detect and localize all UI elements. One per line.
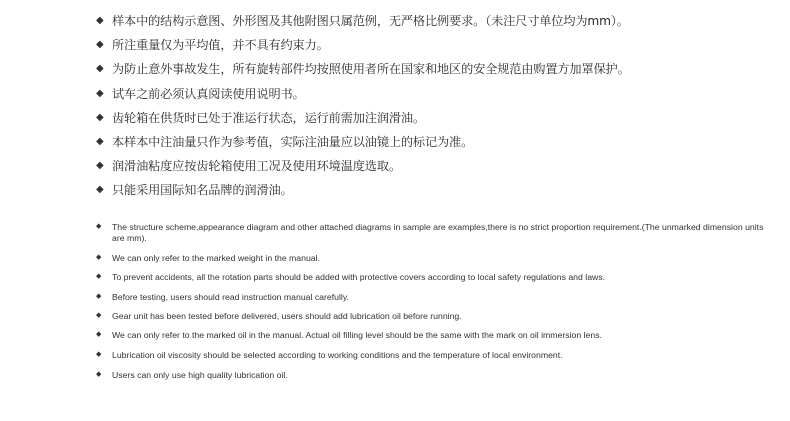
chinese-note-text: 所注重量仅为平均值，并不具有约束力。	[112, 38, 329, 53]
diamond-bullet-icon: ◆	[96, 111, 104, 123]
chinese-note-item	[96, 33, 776, 57]
chinese-note-item	[96, 57, 776, 81]
chinese-note-text: 为防止意外事故发生，所有旋转部件均按照使用者所在国家和地区的安全规范由购置方加罩保护。	[112, 62, 630, 77]
english-note-text: Gear unit has been tested before delivered, users should add lubrication oil before running.	[112, 311, 462, 322]
english-note-item	[96, 222, 776, 243]
diamond-bullet-icon: ◆	[96, 253, 102, 261]
diamond-bullet-icon: ◆	[96, 331, 102, 339]
chinese-note-item	[96, 130, 776, 154]
diamond-bullet-icon: ◆	[96, 351, 102, 359]
english-note-item	[96, 311, 776, 322]
diamond-bullet-icon: ◆	[96, 370, 102, 378]
english-notes-list	[96, 222, 776, 389]
diamond-bullet-icon: ◆	[96, 272, 102, 280]
chinese-note-text: 润滑油粘度应按齿轮箱使用工况及使用环境温度选取。	[112, 159, 401, 174]
english-note-item	[96, 330, 776, 341]
english-note-text: We can only refer to the marked oil in the manual. Actual oil filling level should be the same with the mark on oil immersion lens.	[112, 330, 602, 341]
diamond-bullet-icon: ◆	[96, 39, 104, 51]
diamond-bullet-icon: ◆	[96, 292, 102, 300]
chinese-notes-list	[96, 9, 776, 203]
chinese-note-text: 齿轮箱在供货时已处于准运行状态，运行前需加注润滑油。	[112, 110, 425, 125]
diamond-bullet-icon: ◆	[96, 135, 104, 147]
chinese-note-item	[96, 106, 776, 130]
chinese-note-item	[96, 82, 776, 106]
chinese-note-text: 试车之前必须认真阅读使用说明书。	[112, 86, 305, 101]
english-note-text: Lubrication oil viscosity should be selected according to working conditions and the temperature of local environment.	[112, 350, 563, 361]
diamond-bullet-icon: ◆	[96, 312, 102, 320]
english-note-text: To prevent accidents, all the rotation parts should be added with protective covers according to local safety regulations and laws.	[112, 271, 606, 282]
chinese-note-text: 本样本中注油量只作为参考值，实际注油量应以油镜上的标记为准。	[112, 134, 474, 149]
diamond-bullet-icon: ◆	[96, 87, 104, 99]
english-note-text: Before testing, users should read instruction manual carefully.	[112, 291, 349, 302]
diamond-bullet-icon: ◆	[96, 184, 104, 196]
diamond-bullet-icon: ◆	[96, 223, 102, 230]
chinese-note-item	[96, 9, 776, 33]
chinese-note-item	[96, 154, 776, 178]
english-note-text: The structure scheme,appearance diagram and other attached diagrams in sample are examples,there is no strict proportion requirement.(The unmarked dimension units are mm).	[112, 222, 764, 243]
english-note-item	[96, 292, 776, 303]
chinese-note-text: 只能采用国际知名品牌的润滑油。	[112, 183, 293, 198]
english-note-item	[96, 272, 776, 283]
english-note-item	[96, 370, 776, 381]
english-note-item	[96, 350, 776, 361]
diamond-bullet-icon: ◆	[96, 160, 104, 172]
chinese-note-text: 样本中的结构示意图、外形图及其他附图只属范例，无严格比例要求。（未注尺寸单位均为mm）。	[112, 14, 629, 28]
diamond-bullet-icon: ◆	[96, 15, 104, 26]
english-note-item	[96, 253, 776, 264]
diamond-bullet-icon: ◆	[96, 63, 104, 75]
english-note-text: We can only refer to the marked weight in the manual.	[112, 252, 320, 263]
chinese-note-item	[96, 178, 776, 202]
english-note-text: Users can only use high quality lubrication oil.	[112, 369, 288, 380]
